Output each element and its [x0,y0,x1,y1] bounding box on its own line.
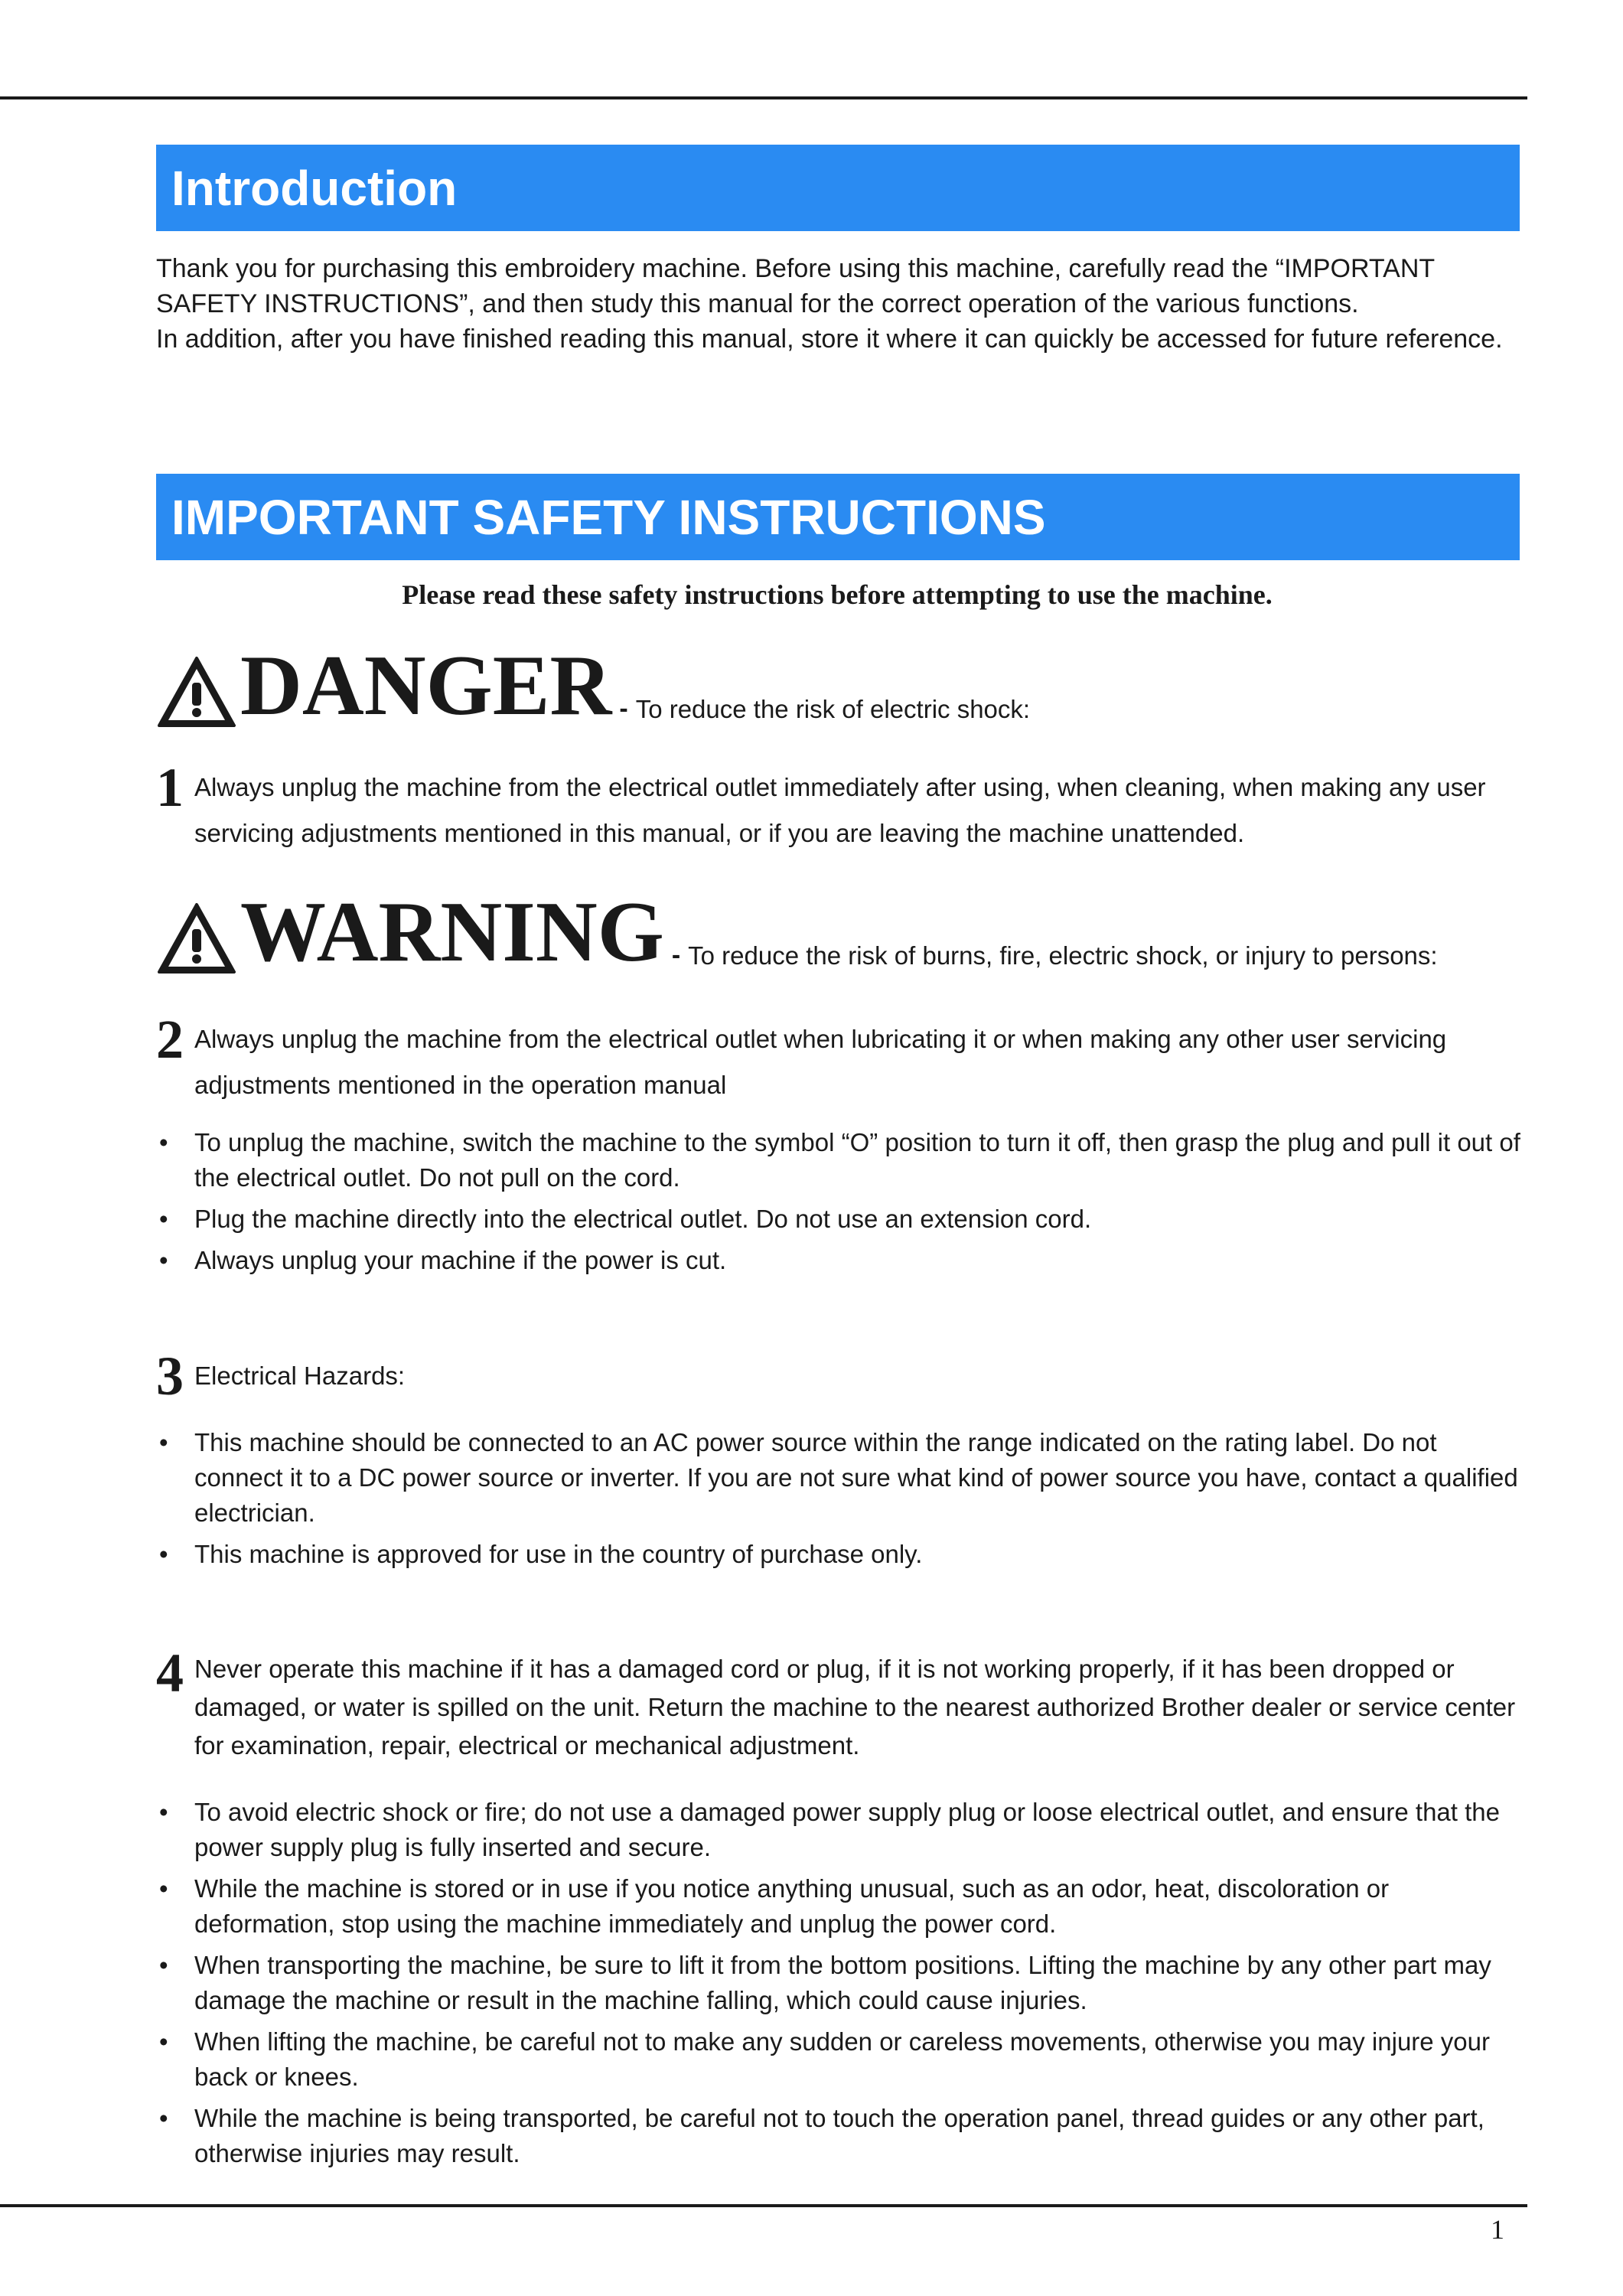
top-rule [0,96,1527,99]
warning-dash: - [671,941,681,970]
danger-dash: - [619,694,628,723]
item-2-bullets [156,1125,1526,1284]
item-text: Never operate this machine if it has a damaged cord or plug, if it is not working properly, if it has been dropped or damaged, or water is spilled on the unit. Return the machine to the nearest authorized Brother dealer or service center for examination, repair, electrical or mechanical adjustment. [194,1655,1516,1760]
item-number: 4 [156,1642,184,1704]
danger-signal [156,638,1031,733]
section-title-safety [156,474,1520,560]
item-number: 2 [156,1009,184,1070]
bullet-item: • Plug the machine directly into the electrical outlet. Do not use an extension cord. [156,1202,1526,1237]
page-number: 1 [1491,2214,1504,2245]
introduction-paragraph-1: Thank you for purchasing this embroidery machine. Before using this machine, carefully read the “IMPORTANT SAFETY INSTRUCTIONS”, and then study this manual for the correct operation of the various functions. [156,254,1435,318]
warning-triangle-icon [156,902,237,975]
safety-heading: IMPORTANT SAFETY INSTRUCTIONS [171,489,1046,545]
bullet-item: • Always unplug your machine if the power is cut. [156,1243,1526,1278]
item-text: Always unplug the machine from the electrical outlet when lubricating it or when making any other user servicing adjustments mentioned in the operation manual [194,1025,1447,1099]
bullet-item: • This machine should be connected to an AC power source within the range indicated on the rating label. Do not connect it to a DC power source or inverter. If you are not sure what kind of power source you have, contact a qualified electrician. [156,1425,1526,1531]
bullet-item: • When lifting the machine, be careful not to make any sudden or careless movements, otherwise you may injure your back or knees. [156,2024,1526,2095]
introduction-heading: Introduction [171,160,458,216]
bullet-item: • While the machine is stored or in use if you notice anything unusual, such as an odor, heat, discoloration or deformation, stop using the machine immediately and unplug the power cord. [156,1871,1526,1942]
bullet-item: • This machine is approved for use in the country of purchase only. [156,1537,1526,1572]
section-title-introduction [156,145,1520,231]
item-text: Always unplug the machine from the electrical outlet immediately after using, when cleaning, when making any user servicing adjustments mentioned in this manual, or if you are leaving the machine unattended. [194,773,1486,847]
bottom-rule [0,2204,1527,2207]
item-4-bullets [156,1795,1526,2177]
danger-description: To reduce the risk of electric shock: [635,695,1031,723]
introduction-paragraph-2: In addition, after you have finished reading this manual, store it where it can quickly be accessed for future reference. [156,325,1503,354]
warning-description: To reduce the risk of burns, fire, electric shock, or injury to persons: [688,941,1438,970]
bullet-item: • To unplug the machine, switch the machine to the symbol “O” position to turn it off, then grasp the plug and pull it out of the electrical outlet. Do not pull on the cord. [156,1125,1526,1195]
item-number: 3 [156,1345,184,1407]
bullet-item: • To avoid electric shock or fire; do not use a damaged power supply plug or loose electrical outlet, and ensure that the power supply plug is fully inserted and secure. [156,1795,1526,1865]
bullet-item: • When transporting the machine, be sure to lift it from the bottom positions. Lifting the machine by any other part may damage the machine or result in the machine falling, which could cause injuries. [156,1948,1526,2018]
safety-subtitle: Please read these safety instructions before attempting to use the machine. [402,579,1273,610]
warning-triangle-icon [156,655,237,729]
introduction-text [156,251,1518,357]
danger-word: DANGER [240,638,612,733]
warning-word: WARNING [240,885,664,980]
item-number: 1 [156,757,184,818]
item-text: Electrical Hazards: [194,1362,406,1390]
item-3-bullets [156,1425,1526,1578]
bullet-item: • While the machine is being transported, be careful not to touch the operation panel, thread guides or any other part, otherwise injuries may result. [156,2101,1526,2171]
warning-signal [156,885,1438,980]
